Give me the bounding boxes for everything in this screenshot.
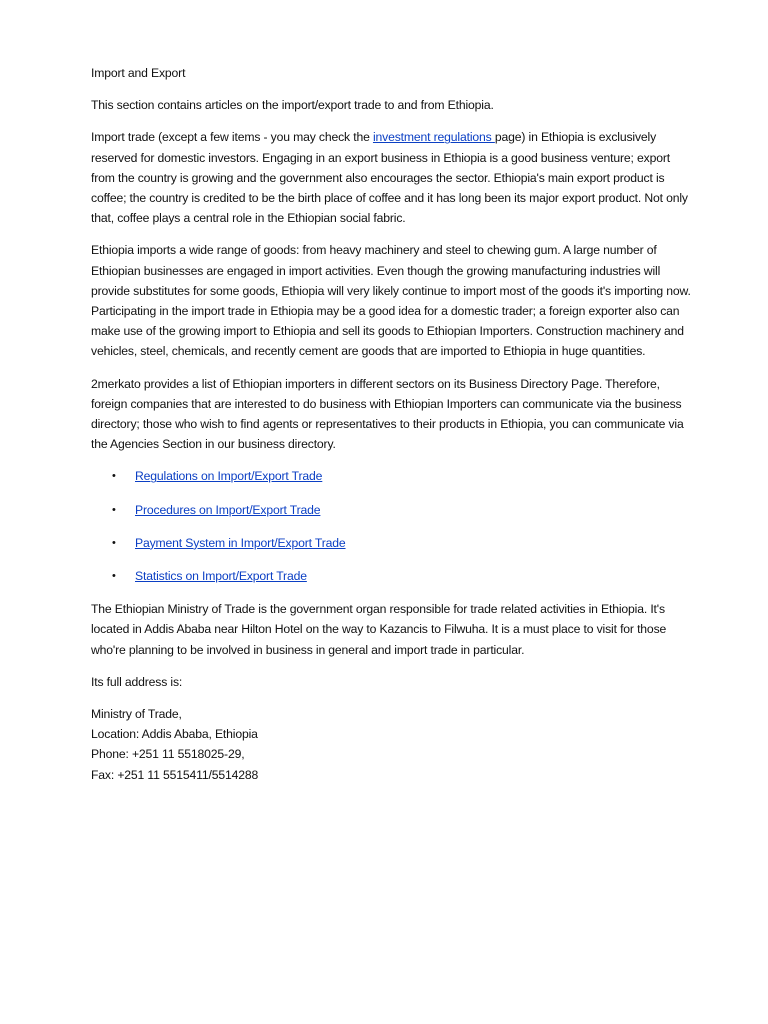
statistics-link[interactable]: Statistics on Import/Export Trade bbox=[135, 569, 307, 584]
document-title: Import and Export bbox=[91, 66, 186, 80]
procedures-link[interactable]: Procedures on Import/Export Trade bbox=[135, 502, 321, 517]
imports-paragraph: Ethiopia imports a wide range of goods: from heavy machinery and steel to chewing gum. A large number of Ethiopian businesses are engaged in import activities. Even though the growing manufacturing industries will provide substitutes for some goods, Ethiopia will very likely continue to import most of the goods it's importing now. Participating in the import trade in Ethiopia may be a good idea for a domestic trader; a foreign exporter also can make use of the growing import to Ethiopia and sell its goods to Ethiopian Importers. Construction machinery and vehicles, steel, chemicals, and recently cement are goods that are imported to Ethiopia in huge quantities. bbox=[91, 243, 691, 359]
address-line: Ministry of Trade, bbox=[91, 707, 182, 722]
directory-paragraph: 2merkato provides a list of Ethiopian importers in different sectors on its Business Directory Page. Therefore, foreign companies that are interested to do business with Ethiopian Importers can communicate via the business directory; those who wish to find agents or representatives to their products in Ethiopia, you can communicate via the Agencies Section in our business directory. bbox=[91, 376, 684, 452]
list-item bbox=[91, 466, 691, 486]
intro-paragraph: This section contains articles on the import/export trade to and from Ethiopia. bbox=[91, 98, 494, 113]
bullet-icon: • bbox=[112, 503, 116, 516]
trade-links-list bbox=[91, 466, 691, 586]
ministry-paragraph: The Ethiopian Ministry of Trade is the government organ responsible for trade related activities in Ethiopia. It's located in Addis Ababa near Hilton Hotel on the way to Kazancis to Filwuha. It is a must place to visit for those who're planning to be involved in business in general and import trade in particular. bbox=[91, 602, 667, 657]
address-line: Phone: +251 11 5518025-29, bbox=[91, 747, 245, 762]
paragraph-text: Import trade (except a few items - you may check the bbox=[91, 130, 373, 145]
bullet-icon: • bbox=[112, 536, 116, 549]
paragraph-text: page) in Ethiopia is exclusively reserved for domestic investors. Engaging in an export business in Ethiopia is a good business venture; export from the country is growing and the government also encourages the sector. Ethiopia's main export product is coffee; the country is credited to be the birth place of coffee and it has long been its major export product. Not only that, coffee plays a central role in the Ethiopian social fabric. bbox=[91, 130, 688, 226]
address-line: Location: Addis Ababa, Ethiopia bbox=[91, 727, 258, 742]
import-trade-paragraph bbox=[91, 127, 691, 228]
bullet-icon: • bbox=[112, 470, 116, 483]
address-line: Fax: +251 11 5515411/5514288 bbox=[91, 767, 259, 782]
regulations-link[interactable]: Regulations on Import/Export Trade bbox=[135, 469, 323, 484]
list-item bbox=[91, 566, 691, 586]
list-item bbox=[91, 500, 691, 520]
address-heading: Its full address is: bbox=[91, 674, 183, 689]
investment-regulations-link[interactable]: investment regulations bbox=[372, 130, 495, 145]
list-item bbox=[91, 533, 691, 553]
bullet-icon: • bbox=[112, 570, 116, 583]
address-block bbox=[91, 704, 691, 785]
document-page bbox=[91, 63, 691, 785]
payment-system-link[interactable]: Payment System in Import/Export Trade bbox=[135, 535, 346, 550]
